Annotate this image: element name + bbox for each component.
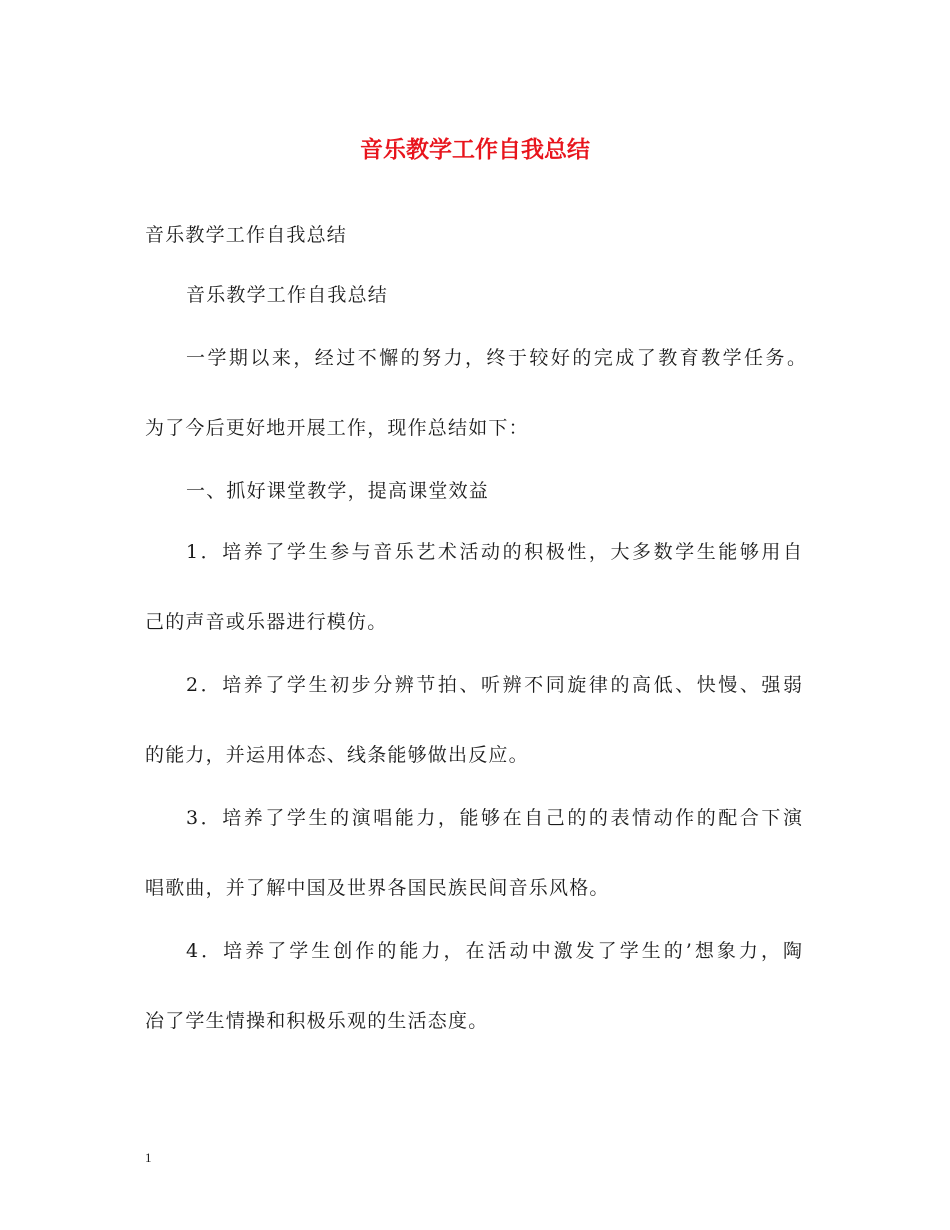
intro-line-2: 为了今后更好地开展工作，现作总结如下： [145, 417, 529, 439]
heading-plain: 音乐教学工作自我总结 [145, 224, 348, 246]
heading-indented: 音乐教学工作自我总结 [186, 284, 389, 306]
item-1-line-2: 己的声音或乐器进行模仿。 [145, 611, 388, 633]
section-heading-1: 一、抓好课堂教学，提高课堂效益 [186, 480, 490, 502]
document-title: 音乐教学工作自我总结 [360, 136, 590, 163]
item-3-line-2: 唱歌曲，并了解中国及世界各国民族民间音乐风格。 [145, 877, 610, 899]
item-2-line-2: 的能力，并运用体态、线条能够做出反应。 [145, 744, 529, 766]
item-1-line-1: 1．培养了学生参与音乐艺术活动的积极性，大多数学生能够用自 [186, 541, 802, 563]
page-number: 1 [145, 1150, 152, 1165]
item-3-line-1: 3．培养了学生的演唱能力，能够在自己的的表情动作的配合下演 [186, 807, 802, 829]
item-2-line-1: 2．培养了学生初步分辨节拍、听辨不同旋律的高低、快慢、强弱 [186, 674, 802, 696]
item-4-line-2: 冶了学生情操和积极乐观的生活态度。 [145, 1010, 489, 1032]
item-4-line-1: 4．培养了学生创作的能力，在活动中激发了学生的’想象力，陶 [186, 940, 802, 962]
intro-line-1: 一学期以来，经过不懈的努力，终于较好的完成了教育教学任务。 [186, 347, 806, 369]
